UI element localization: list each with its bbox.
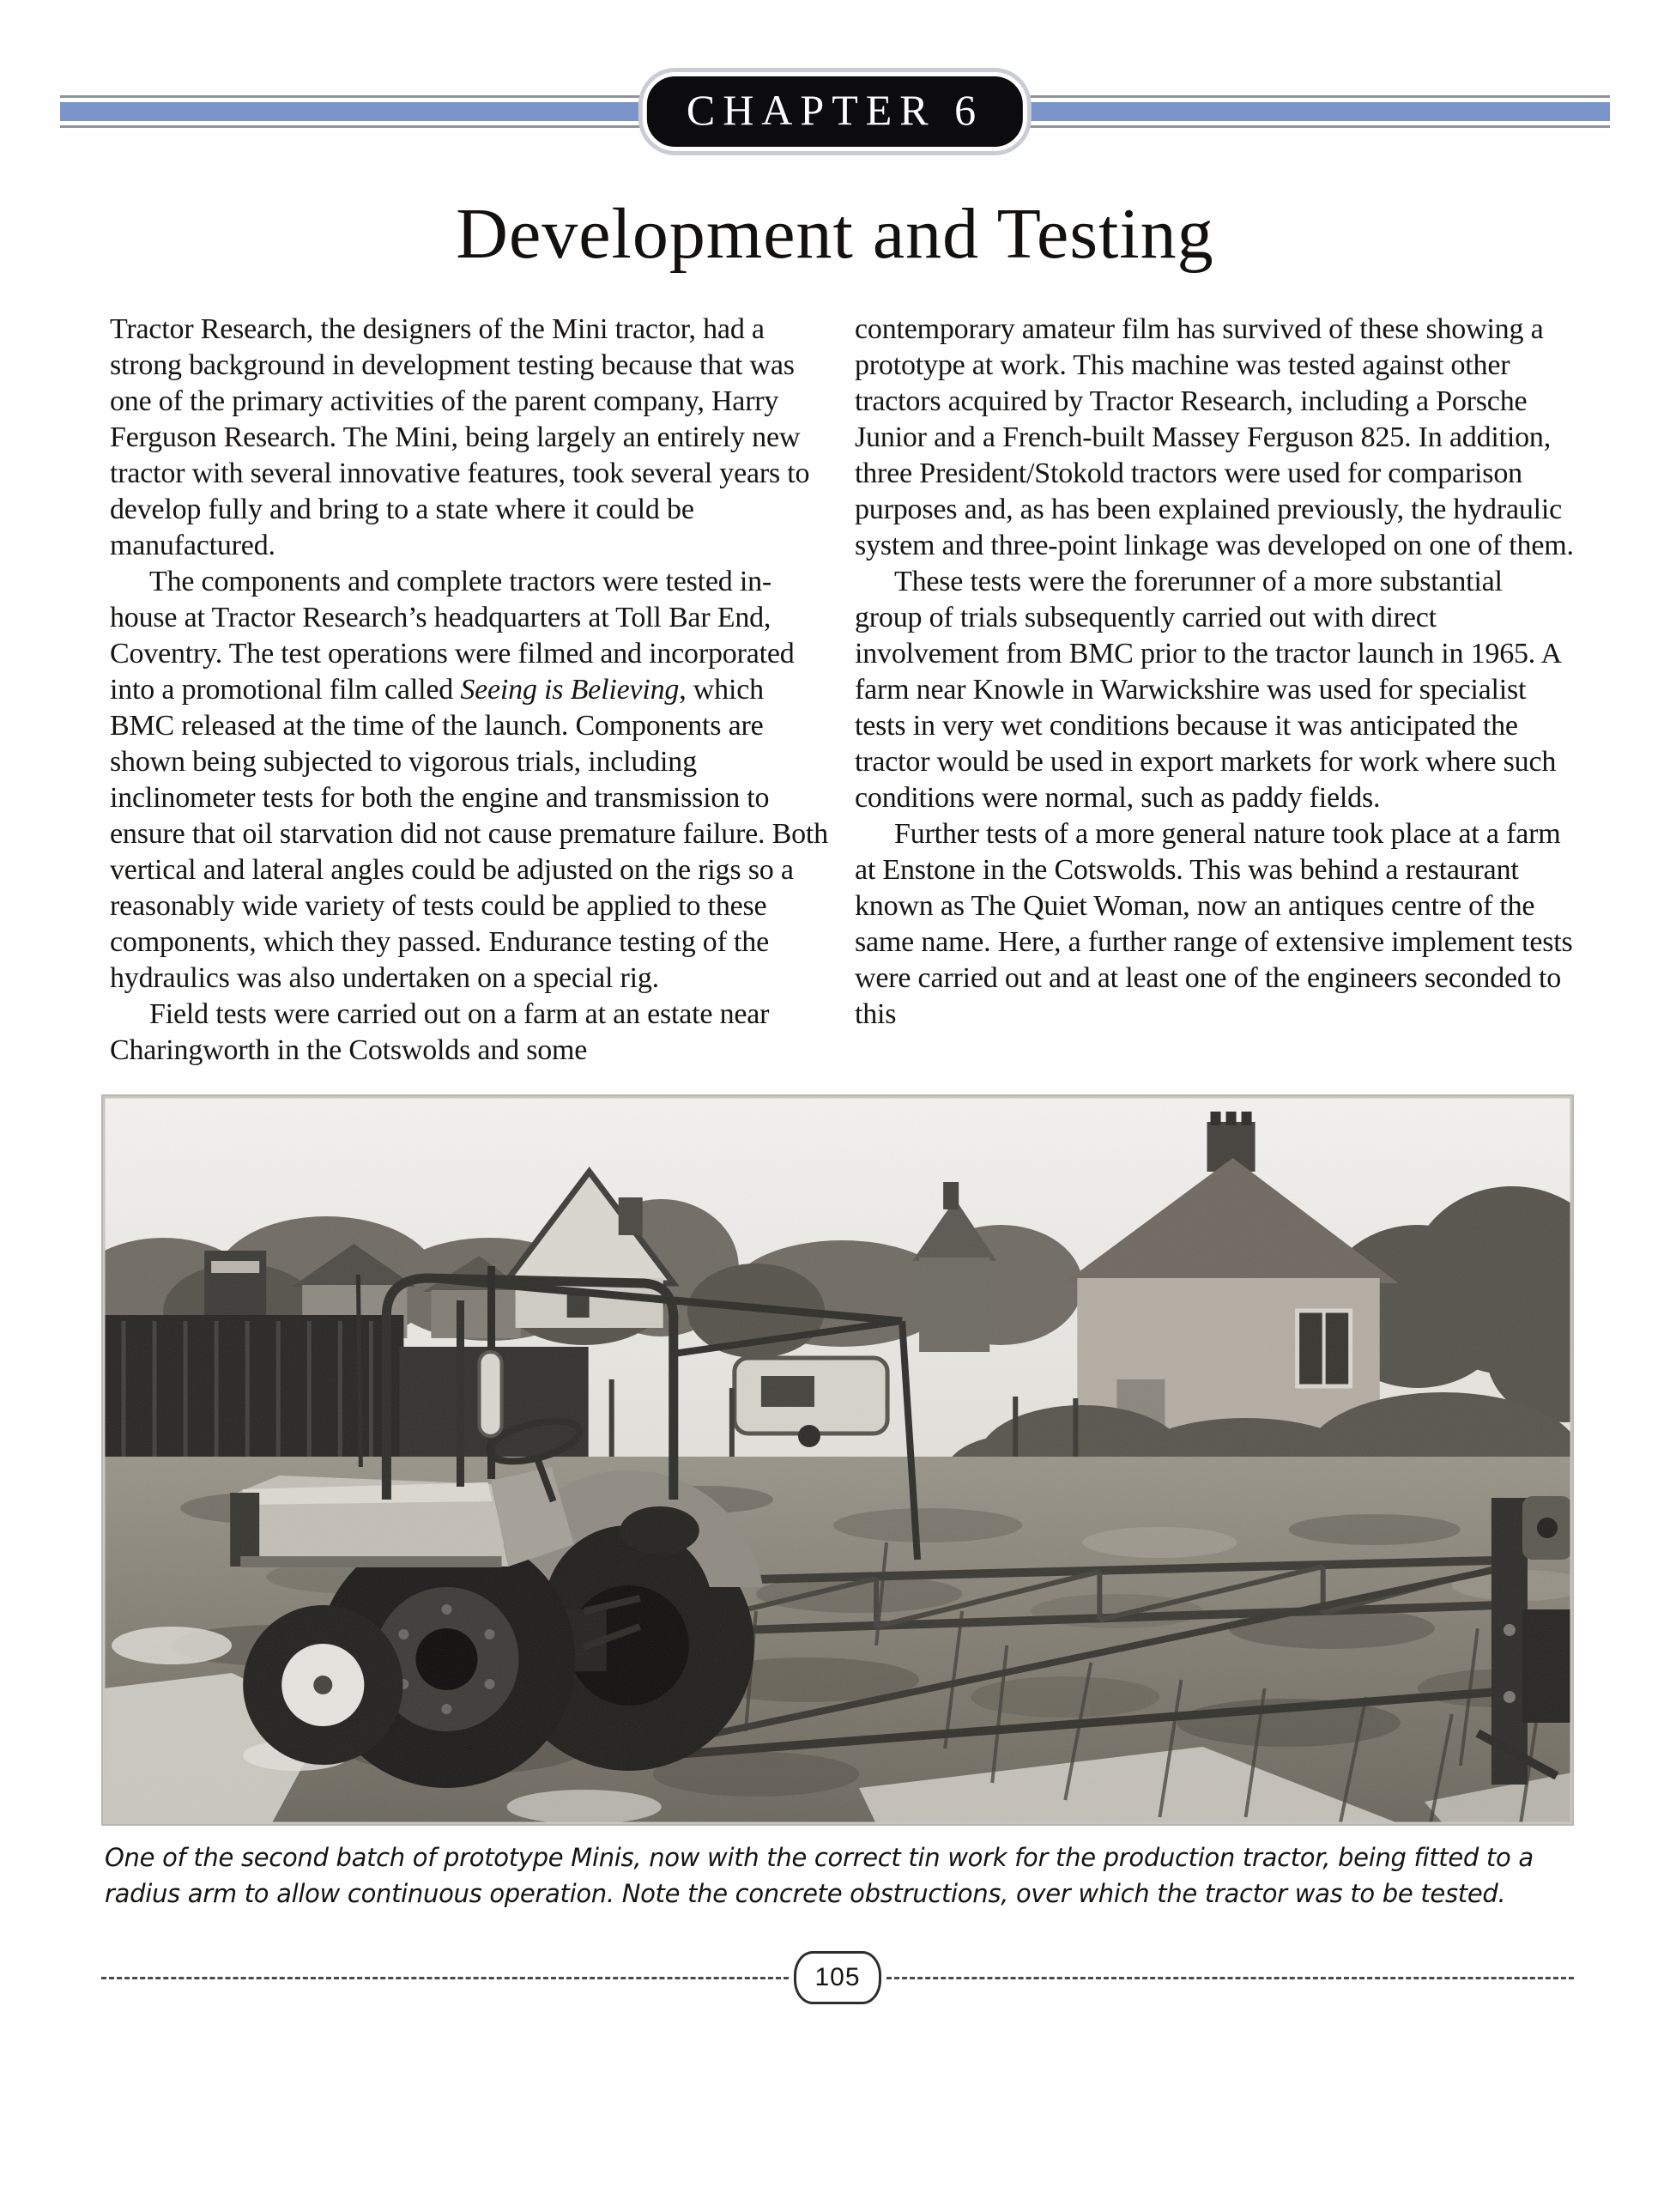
book-page bbox=[0, 76, 1670, 2212]
text-run: Tractor Research, the designers of the Mini tractor, had a strong background in development testing because that was one of the primary activities of the parent company, Harry Ferguson Research. The Mini, being largely an entirely new tractor with several innovative features, took several years to develop fully and bring to a state where it could be manufactured. bbox=[110, 313, 810, 561]
photo-caption: One of the second batch of prototype Minis, now with the correct tin work for the production tractor, being fitted to a radius arm to allow continuous operation. Note the concrete obstructions, over which the tractor was to be tested. bbox=[105, 1843, 1534, 1908]
right-column bbox=[855, 312, 1574, 1069]
photo-grain bbox=[103, 1096, 1572, 1824]
text-run: The components and complete tractors were tested in-house at Tractor Research’s headquarters at Toll Bar End, Coventry. The test operations were filmed and incorporated into a promotional film called bbox=[110, 566, 795, 706]
chapter-badge: CHAPTER 6 bbox=[643, 72, 1027, 151]
left-column bbox=[110, 312, 829, 1069]
chapter-header bbox=[60, 76, 1610, 148]
text-run: Further tests of a more general nature took place at a farm at Enstone in the Cotswolds. This was behind a restaurant known as The Quiet Woman, now an antiques centre of the same name. Here, a further range of extensive implement tests were carried out and at least one of the engineers seconded to this bbox=[855, 818, 1573, 1030]
body-paragraph bbox=[855, 564, 1574, 816]
text-run: contemporary amateur film has survived of these showing a prototype at work. This machine was tested against other tractors acquired by Tractor Research, including a Porsche Junior and a French-built Massey Ferguson 825. In addition, three President/Stokold tractors were used for comparison purposes and, as has been explained previously, the hydraulic system and three-point linkage was developed on one of them. bbox=[855, 313, 1574, 561]
body-paragraph bbox=[855, 816, 1574, 1033]
text-run: These tests were the forerunner of a more substantial group of trials subsequently carried out with direct involvement from BMC prior to the tractor launch in 1965. A farm near Knowle in Warwickshire was used for specialist tests in very wet conditions because it was anticipated the tractor would be used in export markets for work where such conditions were normal, such as paddy fields. bbox=[855, 566, 1561, 814]
tractor-photo-art bbox=[103, 1096, 1572, 1824]
italic-text-run: Seeing is Believing bbox=[460, 674, 680, 706]
text-run: Field tests were carried out on a farm at an estate near Charingworth in the Cotswolds and some bbox=[110, 998, 770, 1066]
body-paragraph bbox=[110, 997, 829, 1069]
tractor-photo bbox=[101, 1094, 1574, 1826]
body-paragraph bbox=[110, 564, 829, 997]
page-number-badge: 105 bbox=[794, 1951, 881, 2004]
text-run: , which BMC released at the time of the launch. Components are shown being subjected to vigorous trials, including inclinometer tests for both the engine and transmission to ensure that oil starvation did not cause premature failure. Both vertical and lateral angles could be adjusted on the rigs so a reasonably wide variety of tests could be applied to these components, which they passed. Endurance testing of the hydraulics was also undertaken on a special rig. bbox=[110, 674, 828, 994]
footer-rule-right bbox=[886, 1977, 1574, 1979]
page-title: Development and Testing bbox=[456, 194, 1214, 274]
page-footer bbox=[101, 1951, 1574, 2004]
body-paragraph bbox=[110, 312, 829, 564]
footer-rule-left bbox=[101, 1977, 789, 1979]
article-body bbox=[110, 312, 1574, 1069]
body-paragraph bbox=[855, 312, 1574, 564]
